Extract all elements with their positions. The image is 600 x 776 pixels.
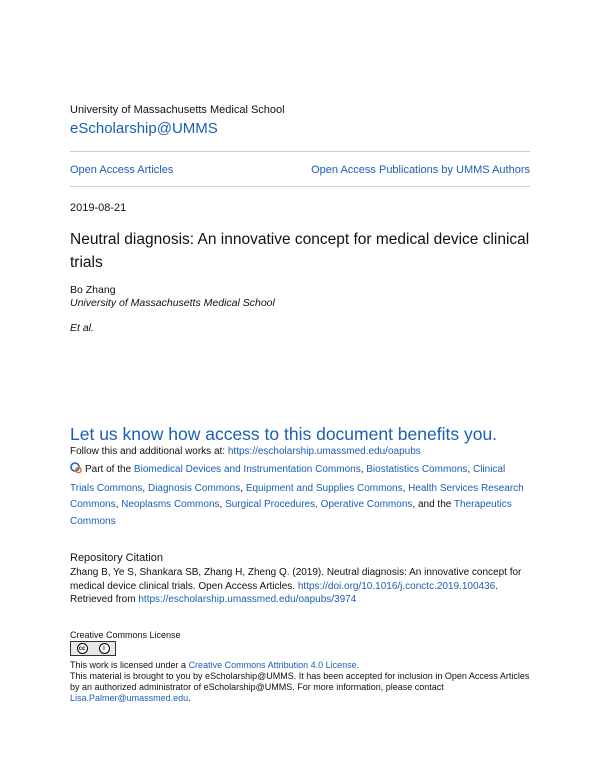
commons-link[interactable]: Clinical Trials Commons [70,464,506,494]
commons-link[interactable]: Surgical Procedures, Operative Commons [225,499,413,510]
citation-heading: Repository Citation [70,552,163,564]
article-title: Neutral diagnosis: An innovative concept for medical device clinical trials [70,231,530,271]
institution-name: University of Massachusetts Medical School [70,104,285,116]
part-of-prefix: Part of the [85,464,134,475]
doi-link[interactable]: https://doi.org/10.1016/j.conctc.2019.100436 [297,580,496,592]
commons-link[interactable]: Equipment and Supplies Commons [245,482,403,494]
divider [70,186,530,187]
author-name: Bo Zhang [70,284,116,296]
et-al: Et al. [70,322,94,334]
divider [70,151,530,152]
author-affiliation: University of Massachusetts Medical School [70,297,275,309]
cc-by-badge-icon[interactable] [70,641,116,656]
attribution-icon: i [99,643,110,654]
commons-link[interactable]: Diagnosis Commons [147,482,241,494]
cc-icon: cc [77,643,88,654]
citation-text: Zhang B, Ye S, Shankara SB, Zhang H, Zheng Q. (2019). Neutral diagnosis: An innovative concept for medical device clinical trials. Open Access Articles. [70,567,522,592]
benefit-feedback-link[interactable]: Let us know how access to this document benefits you. [70,424,498,444]
commons-link[interactable]: Biostatistics Commons [366,464,468,475]
repository-link[interactable]: eScholarship@UMMS [70,120,218,137]
network-icon [70,462,82,481]
commons-link[interactable]: Biomedical Devices and Instrumentation Commons [133,464,361,475]
licensed-prefix: This work is licensed under a [70,660,189,670]
citation-body [70,566,530,607]
open-access-articles-link[interactable]: Open Access Articles [70,164,174,176]
cc-license-link[interactable]: Creative Commons Attribution 4.0 License [188,660,357,670]
part-of-disciplines: Part of the Biomedical Devices and Instrumentation Commons, Biostatistics Commons, Clinical Trials Commons, Diagnosis Commons, Equipment and Supplies Commons, Health Services Research Commons, Neoplasms Commons, Surgical Procedures, Operative Commons, and the Therapeutics Commons [70,464,524,527]
licensed-suffix: . [356,660,360,670]
commons-link[interactable]: Therapeutics Commons [70,499,512,527]
license-heading: Creative Commons License [70,630,181,640]
license-notice [70,660,530,704]
repository-notice: This material is brought to you by eScholarship@UMMS. It has been accepted for inclusion in Open Access Articles by an authorized administrator of eScholarship@UMMS. For more information, please contact [70,671,530,692]
commons-link[interactable]: Health Services Research Commons [70,482,524,510]
retrieved-prefix: . Retrieved from [70,580,499,605]
contact-suffix: . [188,693,191,703]
follow-prefix: Follow this and additional works at: [70,446,228,457]
collection-url-link[interactable]: https://escholarship.umassmed.edu/oapubs [227,446,421,457]
commons-link[interactable]: Neoplasms Commons [121,499,220,510]
contact-email-link[interactable]: Lisa.Palmer@umassmed.edu [70,693,189,703]
publication-date: 2019-08-21 [70,202,127,214]
follow-line [70,446,421,457]
retrieved-url-link[interactable]: https://escholarship.umassmed.edu/oapubs/3974 [138,594,357,605]
and-the-text: , and the [412,499,454,510]
umms-authors-publications-link[interactable]: Open Access Publications by UMMS Authors [311,164,530,176]
